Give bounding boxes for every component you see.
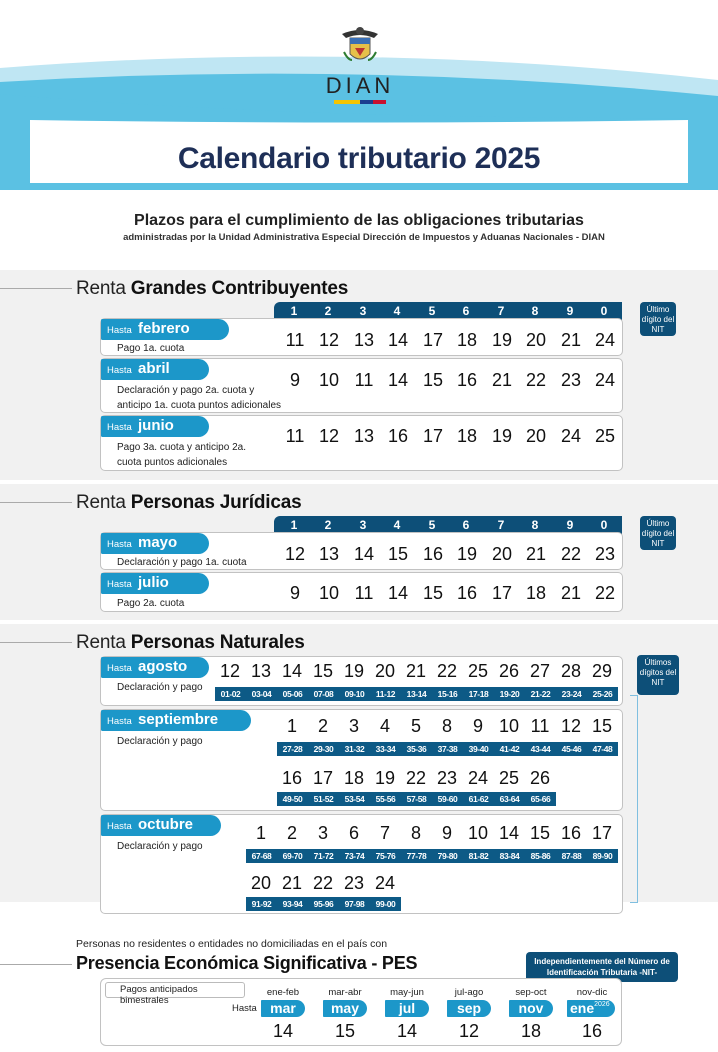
day: 28 [560,661,582,681]
day: 24 [594,330,616,350]
day: 11 [285,330,305,350]
day: 20 [374,661,396,681]
pj-nit-header: 1 2 3 4 5 6 7 8 9 0 [274,516,622,534]
day: 10 [318,370,340,390]
pes-col-6 [565,981,619,1045]
pes-period: sep-oct [515,987,547,998]
pes-month-tag: ene$^{2026}$ [567,1000,615,1017]
day: 17 [422,426,444,446]
day: 27 [529,661,551,681]
month-tag: Hasta septiembre [101,710,251,731]
pes-badge: Independientemente del Número de Identificación Tributaria -NIT- [526,952,678,982]
row-note: Declaración y pago [117,736,203,747]
day: 12 [284,544,306,564]
pn-septiembre-line-1 [277,716,618,760]
day: 7 [379,823,390,843]
gc-nit-header: 1 2 3 4 5 6 7 8 9 0 [274,302,622,320]
pn-septiembre-line-2 [277,768,556,812]
day: 13 [318,544,340,564]
pj-section-line [0,502,72,503]
subtitle: Plazos para el cumplimiento de las obligaciones tributarias [134,212,584,229]
day: 9 [472,716,483,736]
day: 22 [560,544,582,564]
digit-bar: 67-68 69-70 71-72 73-74 75-76 77-78 79-80 81-82 83-84 85-86 87-88 89-90 [246,849,618,863]
day: 19 [456,544,478,564]
day: 11 [285,426,305,446]
month-tag: Hasta abril [101,359,209,380]
pes-day: 14 [396,1021,418,1041]
pes-month-tag: may [323,1000,367,1017]
pes-month-tag: mar [261,1000,305,1017]
gc-row-febrero [100,318,623,356]
gc-section-line [0,288,72,289]
day: 22 [594,583,616,603]
pn-octubre-line-2 [246,873,401,913]
coat-of-arms-icon [338,24,382,68]
day: 8 [410,823,421,843]
pn-row-agosto [100,656,623,706]
gc-section-title: Renta Grandes Contribuyentes [76,278,349,299]
day: 21 [560,330,582,350]
day: 21 [525,544,547,564]
pes-day: 18 [520,1021,542,1041]
pes-period: mar-abr [328,987,362,998]
digit-bar: 27-28 29-30 31-32 33-34 35-36 37-38 39-40 41-42 43-44 45-46 47-48 [277,742,618,756]
day: 14 [387,583,409,603]
day: 10 [467,823,489,843]
pn-nit-label: Últimos dígitos del NIT [637,655,679,695]
month-tag: Hasta julio [101,573,209,594]
day: 18 [525,583,547,603]
day: 23 [560,370,582,390]
pes-month-tag: jul [385,1000,429,1017]
day: 19 [343,661,365,681]
row-note: Declaración y pago [117,682,203,693]
digit-bar: 49-50 51-52 53-54 55-56 57-58 59-60 61-62 63-64 65-66 [277,792,556,806]
pes-hasta: Hasta [232,1003,257,1014]
day: 1 [286,716,297,736]
month-tag: Hasta junio [101,416,209,437]
day: 29 [591,661,613,681]
day: 17 [591,823,613,843]
gc-row-junio [100,415,623,471]
day: 18 [343,768,365,788]
day: 21 [560,583,582,603]
pagos-label-box [105,982,245,1006]
day: 13 [250,661,272,681]
header [0,0,718,190]
day: 15 [591,716,613,736]
pes-day: 16 [581,1021,603,1041]
day: 12 [318,330,340,350]
row-note: Declaración y pago [117,841,203,852]
day: 19 [491,330,513,350]
day: 11 [354,370,374,390]
pes-month-tag: sep [447,1000,491,1017]
pn-section-line [0,642,72,643]
pn-row-septiembre [100,709,623,811]
day: 15 [529,823,551,843]
day: 3 [348,716,359,736]
gc-row-abril [100,358,623,413]
day: 26 [529,768,551,788]
day: 24 [374,873,396,893]
gc-nit-label: Último dígito del NIT [640,302,676,336]
pes-col-2 [319,981,371,1045]
day: 20 [250,873,272,893]
day: 18 [456,330,478,350]
day: 12 [560,716,582,736]
day: 5 [410,716,421,736]
month-tag: Hasta mayo [101,533,209,554]
day: 26 [498,661,520,681]
digit-bar: 91-92 93-94 95-96 97-98 99-00 [246,897,401,911]
day: 24 [467,768,489,788]
day: 12 [318,426,340,446]
pes-day: 15 [334,1021,356,1041]
pes-period: nov-dic [576,987,608,998]
day: 24 [594,370,616,390]
day: 16 [560,823,582,843]
day: 6 [348,823,359,843]
day: 25 [594,426,616,446]
pagos-label: Pagos anticipados bimestrales [120,984,198,1006]
day: 22 [312,873,334,893]
digit-bar: 01-02 03-04 05-06 07-08 09-10 11-12 13-14 15-16 17-18 19-20 21-22 23-24 25-26 [215,687,618,701]
day: 12 [219,661,241,681]
day: 16 [422,544,444,564]
day: 13 [353,426,375,446]
row-note: Declaración y pago 1a. cuota [117,557,247,568]
day: 20 [491,544,513,564]
pes-col-4 [443,981,495,1045]
day: 8 [441,716,452,736]
day: 14 [387,330,409,350]
day: 23 [594,544,616,564]
day: 11 [530,716,550,736]
day: 23 [436,768,458,788]
day: 1 [255,823,266,843]
day: 21 [281,873,303,893]
pes-month-tag: nov [509,1000,553,1017]
pes-year-sup: 2026 [594,1001,610,1008]
day: 22 [405,768,427,788]
day: 9 [441,823,452,843]
day: 17 [312,768,334,788]
day: 16 [387,426,409,446]
pn-agosto-days [215,661,618,705]
flag-bar [334,100,386,104]
day: 4 [379,716,390,736]
row-note: Pago 3a. cuota y anticipo 2a. cuota puntos adicionales [117,442,246,468]
day: 10 [498,716,520,736]
row-note: Pago 2a. cuota [117,598,185,609]
pes-period: jul-ago [454,987,484,998]
day: 3 [317,823,328,843]
month-tag: Hasta agosto [101,657,209,678]
pes-day: 12 [458,1021,480,1041]
pes-table [100,978,622,1046]
day: 9 [289,370,300,390]
pes-col-3 [381,981,433,1045]
month-tag: Hasta febrero [101,319,229,340]
day: 16 [281,768,303,788]
pj-nit-label: Último dígito del NIT [640,516,676,550]
pn-connector-line [630,695,638,903]
logo-text: DIAN [325,73,395,98]
day: 10 [318,583,340,603]
month-tag: Hasta octubre [101,815,221,836]
day: 22 [436,661,458,681]
day: 16 [456,583,478,603]
day: 17 [422,330,444,350]
day: 15 [387,544,409,564]
pj-section-title: Renta Personas Jurídicas [76,492,302,513]
pes-day: 14 [272,1021,294,1041]
pn-row-octubre [100,814,623,914]
day: 22 [525,370,547,390]
pes-title: Presencia Económica Significativa - PES [76,953,418,973]
pn-octubre-line-1 [246,823,618,867]
row-note: Pago 1a. cuota [117,343,185,354]
day: 15 [422,583,444,603]
page-title: Calendario tributario 2025 [177,142,541,175]
pes-intro: Personas no residentes o entidades no domiciliadas en el país con [76,938,388,950]
day: 20 [525,330,547,350]
pes-period: ene-feb [266,987,300,998]
day: 25 [498,768,520,788]
day: 11 [354,583,374,603]
pes-section-line [0,964,72,965]
day: 18 [456,426,478,446]
day: 2 [286,823,297,843]
day: 21 [405,661,427,681]
day: 13 [353,330,375,350]
subtitle-2: administradas por la Unidad Administrativa Especial Dirección de Impuestos y Aduanas Nacionales - DIAN [123,232,605,243]
day: 15 [312,661,334,681]
day: 23 [343,873,365,893]
day: 14 [281,661,303,681]
day: 14 [387,370,409,390]
day: 19 [374,768,396,788]
day: 24 [560,426,582,446]
pj-row-mayo [100,532,623,570]
day: 15 [422,370,444,390]
row-note: Declaración y pago 2a. cuota y anticipo 1a. cuota puntos adicionales [117,385,282,411]
day: 2 [317,716,328,736]
pes-col-1 [257,981,309,1045]
pes-col-5 [505,981,557,1045]
day: 25 [467,661,489,681]
pj-row-julio [100,572,623,612]
day: 14 [353,544,375,564]
day: 14 [498,823,520,843]
day: 20 [525,426,547,446]
day: 17 [491,583,513,603]
day: 9 [289,583,300,603]
pn-section-title: Renta Personas Naturales [76,632,305,653]
day: 21 [491,370,513,390]
day: 19 [491,426,513,446]
pes-period: may-jun [390,987,424,998]
day: 16 [456,370,478,390]
